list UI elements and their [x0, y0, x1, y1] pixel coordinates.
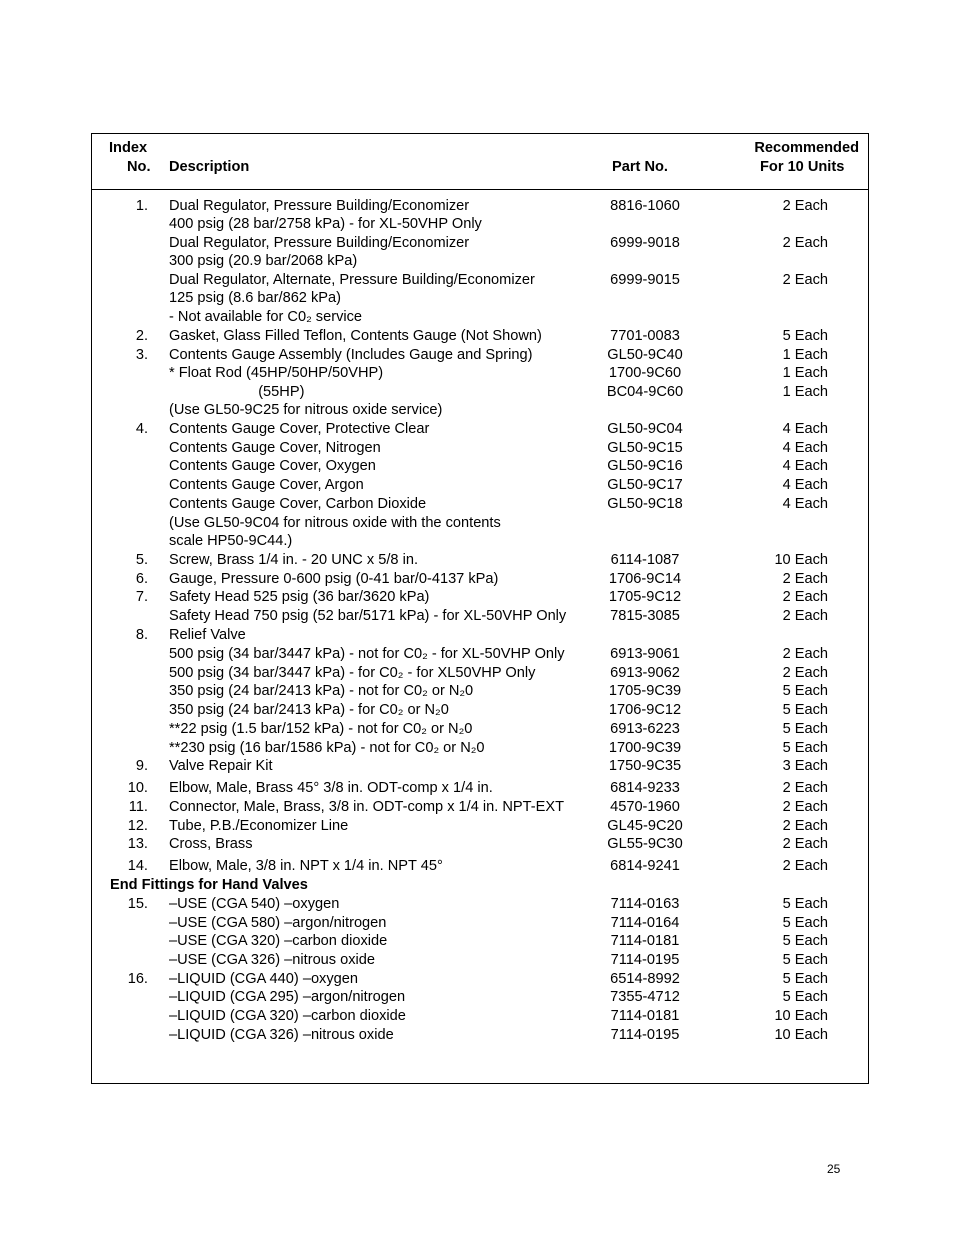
recommended-quantity: 5 Each [782, 989, 828, 1005]
part-description: Dual Regulator, Pressure Building/Economizer [169, 198, 470, 214]
table-row [0, 383, 954, 401]
table-row [0, 364, 954, 382]
part-description: –LIQUID (CGA 326) –nitrous oxide [169, 1027, 394, 1043]
table-row [0, 252, 954, 270]
index-number: 2. [135, 328, 148, 344]
recommended-quantity: 5 Each [782, 971, 828, 987]
table-row [0, 817, 954, 835]
table-row [0, 895, 954, 913]
part-number: 1705-9C39 [608, 683, 682, 699]
header-index: Index [109, 140, 148, 156]
part-description: –USE (CGA 326) –nitrous oxide [169, 952, 376, 968]
part-number: 6999-9018 [610, 235, 680, 251]
recommended-quantity: 5 Each [782, 952, 828, 968]
header-for-10-units: For 10 Units [760, 159, 845, 175]
recommended-quantity: 2 Each [782, 608, 828, 624]
part-description: - Not available for C0₂ service [169, 309, 363, 325]
table-row [0, 739, 954, 757]
table-row [0, 951, 954, 969]
part-number: 1705-9C12 [608, 589, 682, 605]
table-row [0, 308, 954, 326]
table-row [0, 607, 954, 625]
part-description: 500 psig (34 bar/3447 kPa) - for C0₂ - for XL50VHP Only [169, 665, 536, 681]
part-number: 7114-0164 [610, 915, 680, 931]
recommended-quantity: 5 Each [782, 740, 828, 756]
table-row [0, 439, 954, 457]
table-row [0, 857, 954, 875]
part-description: Tube, P.B./Economizer Line [169, 818, 349, 834]
index-number: 3. [135, 347, 148, 363]
part-number: 1750-9C35 [608, 758, 682, 774]
table-row [0, 215, 954, 233]
table-row [0, 932, 954, 950]
recommended-quantity: 2 Each [782, 780, 828, 796]
table-row [0, 701, 954, 719]
header-description: Description [169, 159, 250, 175]
index-number: 10. [127, 780, 148, 796]
part-description: 125 psig (8.6 bar/862 kPa) [169, 290, 341, 306]
part-description: 350 psig (24 bar/2413 kPa) - for C0₂ or N₂0 [169, 702, 449, 718]
recommended-quantity: 2 Each [782, 799, 828, 815]
recommended-quantity: 4 Each [782, 440, 828, 456]
table-row [0, 570, 954, 588]
recommended-quantity: 5 Each [782, 721, 828, 737]
table-row [0, 420, 954, 438]
page-number: 25 [827, 1162, 841, 1176]
part-number: 7815-3085 [610, 608, 680, 624]
part-description: –LIQUID (CGA 440) –oxygen [169, 971, 358, 987]
table-row [0, 401, 954, 419]
part-description: (Use GL50-9C25 for nitrous oxide service) [169, 402, 443, 418]
recommended-quantity: 5 Each [782, 915, 828, 931]
part-number: 7114-0181 [610, 1008, 680, 1024]
header-part-no: Part No. [612, 159, 668, 175]
part-description: Gasket, Glass Filled Teflon, Contents Gauge (Not Shown) [169, 328, 542, 344]
index-number: 7. [135, 589, 148, 605]
table-row [0, 988, 954, 1006]
recommended-quantity: 2 Each [782, 235, 828, 251]
header-no: No. [127, 159, 151, 175]
recommended-quantity: 5 Each [782, 328, 828, 344]
part-number: 7114-0195 [610, 1027, 680, 1043]
recommended-quantity: 2 Each [782, 571, 828, 587]
index-number: 8. [135, 627, 148, 643]
part-number: 6999-9015 [610, 272, 680, 288]
part-number: GL45-9C20 [607, 818, 683, 834]
part-number: GL50-9C40 [607, 347, 683, 363]
part-number: 1700-9C39 [608, 740, 682, 756]
part-description: Cross, Brass [169, 836, 253, 852]
part-description: Contents Gauge Cover, Protective Clear [169, 421, 430, 437]
part-description: Connector, Male, Brass, 3/8 in. ODT-comp x 1/4 in. NPT-EXT [169, 799, 564, 815]
part-description: Relief Valve [169, 627, 246, 643]
table-row [0, 1026, 954, 1044]
table-row [0, 234, 954, 252]
part-description: * Float Rod (45HP/50HP/50VHP) [169, 365, 384, 381]
part-description: **22 psig (1.5 bar/152 kPa) - not for C0₂ or N₂0 [169, 721, 473, 737]
table-row [0, 664, 954, 682]
part-number: 8816-1060 [610, 198, 680, 214]
table-row [0, 914, 954, 932]
part-description: Valve Repair Kit [169, 758, 273, 774]
recommended-quantity: 4 Each [782, 458, 828, 474]
part-number: BC04-9C60 [606, 384, 684, 400]
part-number: GL50-9C15 [607, 440, 683, 456]
table-row [0, 476, 954, 494]
index-number: 6. [135, 571, 148, 587]
part-description: 300 psig (20.9 bar/2068 kPa) [169, 253, 358, 269]
part-number: 6913-9061 [610, 646, 680, 662]
part-description: 350 psig (24 bar/2413 kPa) - not for C0₂ or N₂0 [169, 683, 474, 699]
index-number: 14. [127, 858, 148, 874]
recommended-quantity: 2 Each [782, 818, 828, 834]
recommended-quantity: 2 Each [782, 665, 828, 681]
part-description: Dual Regulator, Pressure Building/Economizer [169, 235, 470, 251]
table-row [0, 1007, 954, 1025]
header-divider [91, 189, 869, 190]
part-number: 6814-9241 [610, 858, 680, 874]
table-row [0, 682, 954, 700]
table-row [0, 514, 954, 532]
part-description: Elbow, Male, 3/8 in. NPT x 1/4 in. NPT 45° [169, 858, 443, 874]
recommended-quantity: 3 Each [782, 758, 828, 774]
part-number: 7114-0163 [610, 896, 680, 912]
part-number: GL55-9C30 [607, 836, 683, 852]
recommended-quantity: 2 Each [782, 836, 828, 852]
part-number: 1700-9C60 [608, 365, 682, 381]
recommended-quantity: 10 Each [774, 1008, 828, 1024]
part-description: Gauge, Pressure 0-600 psig (0-41 bar/0-4137 kPa) [169, 571, 499, 587]
part-number: GL50-9C04 [607, 421, 683, 437]
recommended-quantity: 5 Each [782, 702, 828, 718]
table-row [0, 779, 954, 797]
table-row [0, 970, 954, 988]
table-row [0, 532, 954, 550]
table-row [0, 289, 954, 307]
part-description: Safety Head 750 psig (52 bar/5171 kPa) - for XL-50VHP Only [169, 608, 567, 624]
table-row [0, 457, 954, 475]
table-row [0, 588, 954, 606]
part-description: –USE (CGA 320) –carbon dioxide [169, 933, 388, 949]
table-row [0, 645, 954, 663]
part-number: GL50-9C18 [607, 496, 683, 512]
table-row [0, 346, 954, 364]
section-heading: End Fittings for Hand Valves [110, 877, 308, 893]
part-number: 6114-1087 [610, 552, 680, 568]
recommended-quantity: 4 Each [782, 477, 828, 493]
table-row [0, 327, 954, 345]
part-number: 6814-9233 [610, 780, 680, 796]
part-description: 400 psig (28 bar/2758 kPa) - for XL-50VHP Only [169, 216, 482, 232]
recommended-quantity: 1 Each [782, 384, 828, 400]
part-number: 7114-0195 [610, 952, 680, 968]
part-number: 6514-8992 [610, 971, 680, 987]
section-heading-row [0, 876, 954, 894]
recommended-quantity: 4 Each [782, 496, 828, 512]
recommended-quantity: 10 Each [774, 1027, 828, 1043]
part-description: –LIQUID (CGA 295) –argon/nitrogen [169, 989, 406, 1005]
part-description: (Use GL50-9C04 for nitrous oxide with the contents [169, 515, 501, 531]
part-description: **230 psig (16 bar/1586 kPa) - not for C0₂ or N₂0 [169, 740, 485, 756]
part-description: Contents Gauge Cover, Nitrogen [169, 440, 381, 456]
table-row [0, 271, 954, 289]
index-number: 15. [127, 896, 148, 912]
part-number: 7114-0181 [610, 933, 680, 949]
recommended-quantity: 1 Each [782, 365, 828, 381]
part-description: Contents Gauge Cover, Oxygen [169, 458, 376, 474]
part-description: scale HP50-9C44.) [169, 533, 293, 549]
part-description: Contents Gauge Cover, Carbon Dioxide [169, 496, 427, 512]
recommended-quantity: 4 Each [782, 421, 828, 437]
part-number: 7701-0083 [610, 328, 680, 344]
part-description: Contents Gauge Cover, Argon [169, 477, 364, 493]
index-number: 12. [127, 818, 148, 834]
part-description: Screw, Brass 1/4 in. - 20 UNC x 5/8 in. [169, 552, 418, 568]
recommended-quantity: 2 Each [782, 589, 828, 605]
part-description: Elbow, Male, Brass 45° 3/8 in. ODT-comp x 1/4 in. [169, 780, 493, 796]
table-row [0, 757, 954, 775]
index-number: 5. [135, 552, 148, 568]
table-row [0, 197, 954, 215]
index-number: 16. [127, 971, 148, 987]
part-description: –USE (CGA 580) –argon/nitrogen [169, 915, 387, 931]
index-number: 9. [135, 758, 148, 774]
recommended-quantity: 5 Each [782, 896, 828, 912]
table-row [0, 720, 954, 738]
table-row [0, 495, 954, 513]
part-number: 6913-6223 [610, 721, 680, 737]
part-number: 1706-9C12 [608, 702, 682, 718]
part-number: 1706-9C14 [608, 571, 682, 587]
part-description: Contents Gauge Assembly (Includes Gauge and Spring) [169, 347, 533, 363]
part-number: GL50-9C17 [607, 477, 683, 493]
table-row [0, 835, 954, 853]
recommended-quantity: 2 Each [782, 198, 828, 214]
part-description: 500 psig (34 bar/3447 kPa) - not for C0₂ - for XL-50VHP Only [169, 646, 565, 662]
recommended-quantity: 1 Each [782, 347, 828, 363]
recommended-quantity: 10 Each [774, 552, 828, 568]
part-description: –LIQUID (CGA 320) –carbon dioxide [169, 1008, 406, 1024]
part-number: 6913-9062 [610, 665, 680, 681]
table-row [0, 626, 954, 644]
part-description: –USE (CGA 540) –oxygen [169, 896, 340, 912]
recommended-quantity: 2 Each [782, 646, 828, 662]
index-number: 13. [127, 836, 148, 852]
part-number: 7355-4712 [610, 989, 680, 1005]
recommended-quantity: 5 Each [782, 933, 828, 949]
header-recommended: Recommended [754, 140, 859, 156]
index-number: 11. [128, 799, 148, 815]
table-row [0, 551, 954, 569]
part-number: GL50-9C16 [607, 458, 683, 474]
part-number: 4570-1960 [610, 799, 680, 815]
part-description: Safety Head 525 psig (36 bar/3620 kPa) [169, 589, 430, 605]
recommended-quantity: 2 Each [782, 858, 828, 874]
table-row [0, 798, 954, 816]
recommended-quantity: 2 Each [782, 272, 828, 288]
part-description: Dual Regulator, Alternate, Pressure Building/Economizer [169, 272, 535, 288]
index-number: 1. [135, 198, 148, 214]
part-description: (55HP) [169, 384, 305, 400]
recommended-quantity: 5 Each [782, 683, 828, 699]
index-number: 4. [135, 421, 148, 437]
